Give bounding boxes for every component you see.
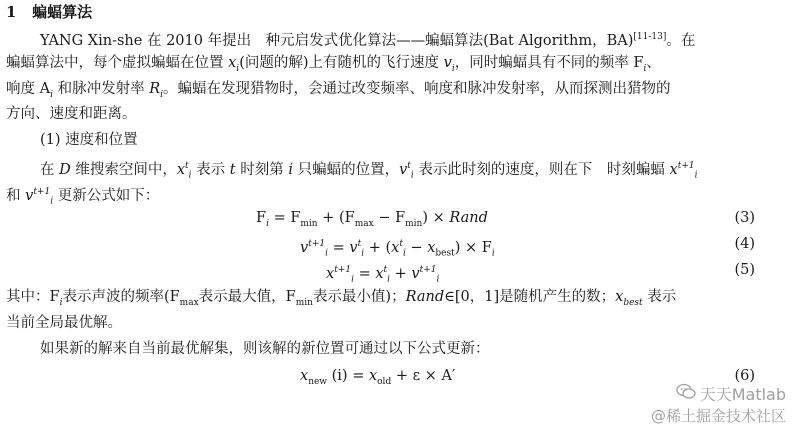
math-sup: t: [185, 161, 189, 171]
math-var: t: [229, 161, 236, 178]
equation-number: (5): [734, 262, 755, 278]
math-sub: i: [410, 170, 414, 181]
update-line: 如果新的解来自当前最优解集，则该解的新位置可通过以下公式更新：: [40, 341, 490, 357]
subsection-heading: [40, 130, 138, 150]
explain-line-2: 当前全局最优解。: [6, 315, 122, 331]
math-var: D: [59, 161, 71, 178]
body-text: 只蝙蝠的位置，: [297, 161, 400, 178]
intro-text: YANG Xin-she 在 2010 年提出 种元启发式优化算法——蝙蝠算法(Bat Algorithm，BA): [40, 32, 634, 49]
math-sub: i: [236, 63, 240, 74]
math-var: v: [443, 55, 452, 71]
math-sup: t+1: [33, 187, 51, 197]
math-sub: i: [643, 63, 647, 74]
math-var: x: [176, 161, 186, 178]
equation-3: $F_i = F_{min} + (F_{max} - F_{min})$ × Rand: [256, 210, 488, 229]
math-var: R: [149, 81, 161, 97]
intro-text: 、: [646, 55, 661, 71]
body-text: 时刻第: [240, 161, 284, 178]
section-number: 1: [6, 3, 17, 21]
math-var: x: [228, 55, 237, 71]
intro-line-1: [40, 27, 695, 51]
body-text: 更新公式如下：: [57, 187, 160, 204]
explain-line-1: 其中：$F_i$表示声波的频率($F_{max}$表示最大值，$F_{min}$表示最小值)；Rand∈[0，1]是随机产生的数；$x_{best}$ 表示: [6, 289, 677, 308]
math-sub: i: [188, 170, 192, 181]
watermark-bottom: @稀土掘金技术社区: [650, 407, 786, 425]
math-sub: i: [160, 89, 164, 100]
body-text: 维搜索空间中，: [75, 161, 177, 178]
body-text: 表示: [196, 161, 226, 178]
intro-line-3: [6, 79, 671, 105]
intro-text: ，同时蝙蝠具有不同的频率 F: [454, 55, 644, 71]
intro-line-4: [6, 104, 137, 124]
body-text: 和: [6, 187, 21, 204]
intro-text: 蝙蝠算法中，每个虚拟蝙蝠在位置: [6, 55, 224, 71]
intro-text: (问题的解)上有随机的飞行速度: [239, 55, 440, 71]
equation-4: $v^{t+1}_i = v^t_i + (x^t_i - x_{best}) \times F_i$: [300, 239, 495, 259]
equation-5: $x^{t+1}_i = x^t_i + v^{t+1}_i$: [326, 265, 440, 285]
intro-text: 和脉冲发射率: [57, 81, 145, 97]
wechat-icon: [676, 383, 696, 404]
equation-number: (4): [734, 236, 755, 252]
math-sup: t: [407, 161, 411, 171]
math-var: v: [399, 161, 408, 178]
math-sub: i: [451, 63, 455, 74]
intro-text: 。蝙蝠在发现猎物时，会通过改变频率、响度和脉冲发射率，从而探测出猎物的: [163, 81, 671, 97]
math-var: x: [669, 161, 678, 178]
equation-number: (6): [734, 368, 755, 384]
intro-text: 。在: [666, 32, 696, 49]
citation-ref: [11-13]: [633, 32, 667, 42]
math-sub: i: [694, 170, 698, 181]
body-line-2: [6, 182, 159, 212]
watermark: [651, 382, 786, 426]
section-heading: [6, 2, 92, 22]
body-text: 表示此时刻的速度，则在下 时刻蝙蝠: [418, 161, 665, 178]
equation-number: (3): [734, 210, 755, 226]
math-var: i: [288, 161, 293, 178]
section-title: 蝙蝠算法: [32, 3, 93, 21]
math-sub: i: [50, 196, 54, 207]
subsection-label: (1) 速度和位置: [40, 132, 138, 148]
equation-6: $x_{new}$ $(i) = x_{old} + \varepsilon \times A'$: [300, 368, 456, 387]
intro-text: 响度 A: [6, 81, 51, 97]
math-sub: i: [50, 89, 53, 100]
watermark-top: 天天Matlab: [699, 385, 786, 404]
math-sup: t+1: [677, 161, 695, 171]
body-text: 在: [40, 161, 55, 178]
intro-text: 方向、速度和距离。: [6, 106, 137, 122]
intro-line-2: [6, 53, 661, 79]
math-var: v: [25, 187, 34, 204]
